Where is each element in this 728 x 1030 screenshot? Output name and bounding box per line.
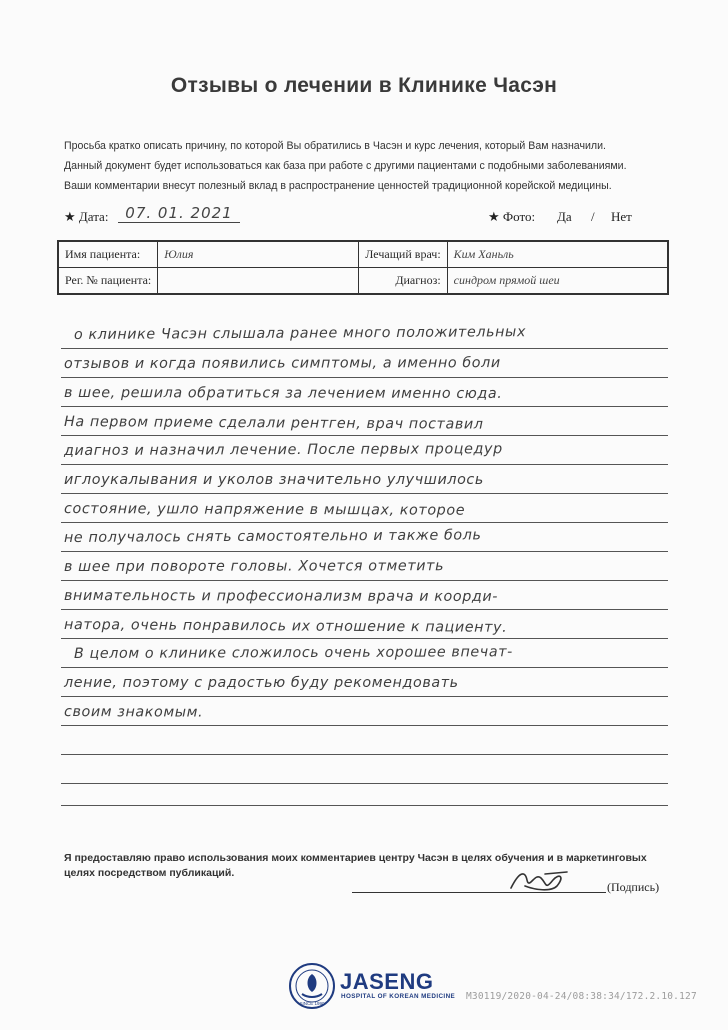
hospital-logo-name: JASENG bbox=[340, 969, 434, 994]
ruled-line bbox=[61, 696, 668, 697]
intro-line-3: Ваши комментарии внесут полезный вклад в распространение ценностей традиционной корейской медицины. bbox=[64, 180, 612, 192]
photo-separator: / bbox=[591, 209, 595, 224]
review-line: состояние, ушло напряжение в мышцах, которое bbox=[64, 501, 466, 519]
doctor-field[interactable]: Ким Ханьль bbox=[447, 241, 668, 268]
doctor-label: Лечащий врач: bbox=[359, 241, 447, 268]
ruled-line bbox=[61, 783, 668, 784]
review-line: В целом о клинике сложилось очень хорошее впечат- bbox=[73, 644, 513, 662]
review-line bbox=[64, 761, 684, 762]
review-line: своим знакомым. bbox=[64, 704, 204, 721]
review-line: диагноз и назначил лечение. После первых процедур bbox=[63, 441, 503, 459]
diagnosis-field[interactable]: синдром прямой шеи bbox=[447, 268, 668, 295]
ruled-line bbox=[61, 406, 668, 407]
scan-stamp: M30119/2020-04-24/08:38:34/172.2.10.127 bbox=[466, 991, 697, 1002]
reg-number-label: Рег. № пациента: bbox=[58, 268, 158, 295]
date-label: ★ Дата: bbox=[64, 209, 109, 224]
signature-line[interactable] bbox=[352, 892, 606, 893]
review-line: На первом приеме сделали рентген, врач поставил bbox=[64, 414, 484, 433]
photo-label: ★ Фото: bbox=[488, 209, 536, 224]
hospital-logo-subtitle: HOSPITAL OF KOREAN MEDICINE bbox=[341, 993, 456, 1000]
ruled-line bbox=[61, 805, 668, 806]
review-line: отзывов и когда появились симптомы, а именно боли bbox=[63, 355, 501, 372]
table-row bbox=[58, 268, 668, 295]
review-line: в шее, решила обратиться за лечением именно сюда. bbox=[64, 385, 503, 402]
emblem-since-text: SINCE 1990 bbox=[299, 1001, 325, 1006]
review-line: иглоукалывания и уколов значительно улучшилось bbox=[64, 472, 484, 488]
photo-no-option[interactable]: Нет bbox=[611, 209, 632, 224]
ruled-line bbox=[61, 609, 668, 610]
consent-text: Я предоставляю право использования моих комментариев центру Часэн в целях обучения и в маркетинговых целях посредством публикаций. bbox=[64, 852, 647, 879]
hospital-emblem-icon bbox=[288, 962, 336, 1010]
ruled-line bbox=[61, 435, 668, 436]
ruled-line bbox=[61, 493, 668, 494]
ruled-line bbox=[61, 551, 668, 552]
ruled-line bbox=[61, 522, 668, 523]
ruled-line bbox=[61, 725, 668, 726]
ruled-line bbox=[61, 348, 668, 349]
ruled-line bbox=[61, 580, 668, 581]
table-row bbox=[58, 241, 668, 268]
patient-name-field[interactable]: Юлия bbox=[158, 241, 359, 268]
photo-yes-option[interactable]: Да bbox=[557, 209, 572, 224]
ruled-line bbox=[61, 377, 668, 378]
review-line: внимательность и профессионализм врача и коорди- bbox=[64, 588, 499, 605]
ruled-line bbox=[61, 667, 668, 668]
page-title: Отзывы о лечении в Клинике Часэн bbox=[170, 74, 558, 97]
diagnosis-label: Диагноз: bbox=[359, 268, 447, 295]
review-line: не получалось снять самостоятельно и также боль bbox=[63, 527, 482, 546]
review-line: натора, очень понравилось их отношение к пациенту. bbox=[64, 617, 508, 636]
date-value[interactable]: 07. 01. 2021 bbox=[118, 204, 240, 223]
intro-line-2: Данный документ будет использоваться как база при работе с другими пациентами с подобными заболеваниями. bbox=[64, 160, 627, 172]
ruled-line bbox=[61, 754, 668, 755]
intro-line-1: Просьба кратко описать причину, по которой Вы обратились в Часэн и курс лечения, который Вам назначили. bbox=[64, 140, 606, 152]
review-line: о клинике Часэн слышала ранее много положительных bbox=[73, 324, 527, 343]
ruled-line bbox=[61, 464, 668, 465]
review-line: в шее при повороте головы. Хочется отметить bbox=[63, 558, 445, 575]
review-line bbox=[64, 729, 684, 733]
review-line: ление, поэтому с радостью буду рекомендовать bbox=[64, 675, 459, 691]
ruled-line bbox=[61, 638, 668, 639]
signature-label: (Подпись) bbox=[607, 880, 660, 894]
patient-info-table bbox=[57, 240, 669, 295]
reg-number-field[interactable] bbox=[158, 268, 359, 295]
patient-name-label: Имя пациента: bbox=[58, 241, 158, 268]
